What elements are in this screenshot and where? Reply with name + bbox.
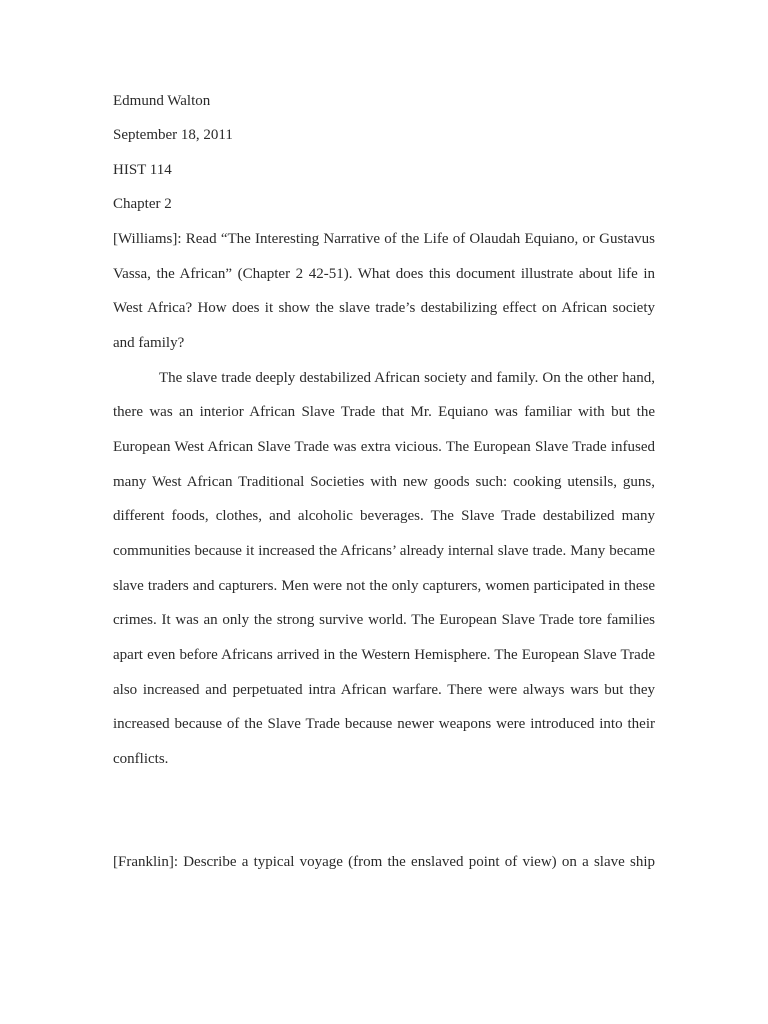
answer1-line: European West African Slave Trade was extra vicious. The European Slave Trade infused <box>113 439 655 455</box>
question1-line: and family? <box>113 335 185 351</box>
question1-line: West Africa? How does it show the slave trade’s destabilizing effect on African society <box>113 300 655 316</box>
answer1-line: different foods, clothes, and alcoholic beverages. The Slave Trade destabilized many <box>113 508 655 524</box>
answer1-line: slave traders and capturers. Men were not the only capturers, women participated in these <box>113 578 655 594</box>
answer1-line: crimes. It was an only the strong survive world. The European Slave Trade tore families <box>113 612 655 628</box>
answer1-line: increased because of the Slave Trade because newer weapons were introduced into their <box>113 716 655 732</box>
answer1-line: there was an interior African Slave Trade that Mr. Equiano was familiar with but the <box>113 404 655 420</box>
answer1-line: conflicts. <box>113 751 169 767</box>
answer1-line: many West African Traditional Societies with new goods such: cooking utensils, guns, <box>113 474 655 490</box>
answer1-line: The slave trade deeply destabilized African society and family. On the other hand, <box>159 370 655 386</box>
course-line: HIST 114 <box>113 162 172 178</box>
answer1-line: communities because it increased the Africans’ already internal slave trade. Many became <box>113 543 655 559</box>
author-name: Edmund Walton <box>113 93 211 109</box>
question2-line: [Franklin]: Describe a typical voyage (from the enslaved point of view) on a slave ship <box>113 854 655 870</box>
question1-line: Vassa, the African” (Chapter 2 42-51). What does this document illustrate about life in <box>113 266 655 282</box>
document-page <box>113 0 655 1024</box>
date-line: September 18, 2011 <box>113 127 233 143</box>
question1-line: [Williams]: Read “The Interesting Narrative of the Life of Olaudah Equiano, or Gustavus <box>113 231 655 247</box>
answer1-line: apart even before Africans arrived in the Western Hemisphere. The European Slave Trade <box>113 647 655 663</box>
chapter-line: Chapter 2 <box>113 196 172 212</box>
answer1-line: also increased and perpetuated intra African warfare. There were always wars but they <box>113 682 655 698</box>
